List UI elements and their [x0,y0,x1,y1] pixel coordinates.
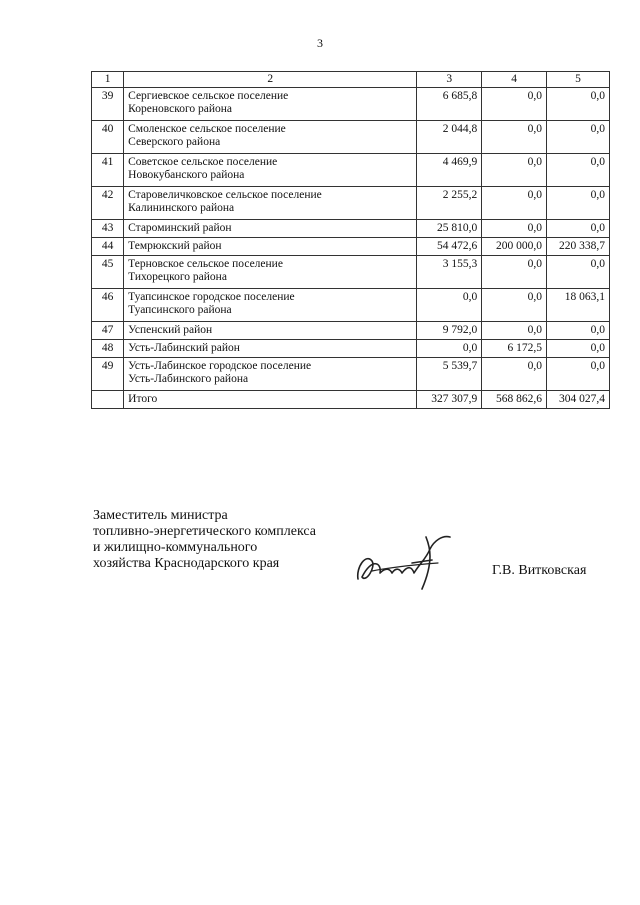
row-number: 46 [92,289,124,322]
header-col-2: 2 [124,72,417,88]
row-name [124,121,417,154]
row-value-col-3: 2 044,8 [417,121,482,154]
row-value-col-4: 0,0 [482,322,547,340]
row-name-line: Северского района [128,136,221,148]
row-name-line: Советское сельское поселение [128,156,278,168]
row-value-col-4: 0,0 [482,358,547,391]
signatory-title-line: Заместитель министра [93,508,228,523]
row-value-col-3: 3 155,3 [417,256,482,289]
total-row [92,391,610,409]
row-value-col-5: 0,0 [547,187,610,220]
table-row [92,238,610,256]
row-name-line: Успенский район [128,324,213,336]
row-name [124,340,417,358]
row-number: 43 [92,220,124,238]
row-number: 44 [92,238,124,256]
row-name [124,256,417,289]
row-value-col-4: 0,0 [482,220,547,238]
total-value-col-3: 327 307,9 [417,391,482,409]
row-name-line: Кореновского района [128,103,233,115]
row-name-line: Усть-Лабинского района [128,373,249,385]
table-row [92,289,610,322]
header-col-5: 5 [547,72,610,88]
row-name-line: Сергиевское сельское поселение [128,90,289,102]
row-value-col-4: 0,0 [482,256,547,289]
signatory-title [93,508,316,572]
row-value-col-5: 0,0 [547,340,610,358]
row-value-col-3: 54 472,6 [417,238,482,256]
row-name [124,289,417,322]
row-value-col-5: 0,0 [547,256,610,289]
handwritten-signature [352,527,462,597]
table-row [92,220,610,238]
row-name-line: Туапсинского района [128,304,232,316]
row-value-col-4: 0,0 [482,88,547,121]
row-value-col-3: 5 539,7 [417,358,482,391]
table-row [92,358,610,391]
table-row [92,154,610,187]
table-row [92,340,610,358]
page-number: 3 [317,36,323,50]
row-value-col-4: 0,0 [482,154,547,187]
row-name-line: Новокубанского района [128,169,245,181]
row-value-col-5: 220 338,7 [547,238,610,256]
row-value-col-3: 0,0 [417,289,482,322]
row-number: 47 [92,322,124,340]
table-row [92,256,610,289]
table-row [92,121,610,154]
total-value-col-4: 568 862,6 [482,391,547,409]
row-value-col-4: 6 172,5 [482,340,547,358]
row-number: 45 [92,256,124,289]
row-value-col-3: 9 792,0 [417,322,482,340]
signatory-title-line: хозяйства Краснодарского края [93,556,280,571]
header-col-4: 4 [482,72,547,88]
row-name [124,220,417,238]
row-name [124,187,417,220]
row-value-col-5: 0,0 [547,121,610,154]
row-value-col-5: 18 063,1 [547,289,610,322]
row-name-line: Старовеличковское сельское поселение [128,189,322,201]
row-value-col-3: 6 685,8 [417,88,482,121]
row-value-col-4: 0,0 [482,121,547,154]
row-name-line: Смоленское сельское поселение [128,123,286,135]
row-value-col-3: 0,0 [417,340,482,358]
row-number: 42 [92,187,124,220]
row-value-col-5: 0,0 [547,358,610,391]
table-header-row [92,72,610,88]
row-value-col-5: 0,0 [547,322,610,340]
total-number-cell [92,391,124,409]
row-number: 41 [92,154,124,187]
row-name-line: Усть-Лабинский район [128,342,240,354]
header-col-3: 3 [417,72,482,88]
row-number: 40 [92,121,124,154]
row-number: 48 [92,340,124,358]
table-row [92,88,610,121]
row-value-col-5: 0,0 [547,220,610,238]
row-value-col-5: 0,0 [547,88,610,121]
row-name [124,322,417,340]
row-value-col-4: 0,0 [482,289,547,322]
row-value-col-3: 2 255,2 [417,187,482,220]
row-name [124,154,417,187]
header-col-1: 1 [92,72,124,88]
table-row [92,322,610,340]
row-value-col-3: 25 810,0 [417,220,482,238]
row-value-col-5: 0,0 [547,154,610,187]
signatory-title-line: и жилищно-коммунального [93,540,258,555]
signatory-title-line: топливно-энергетического комплекса [93,524,316,539]
row-name [124,88,417,121]
row-name [124,358,417,391]
table-row [92,187,610,220]
data-table [91,71,610,409]
total-value-col-5: 304 027,4 [547,391,610,409]
row-number: 49 [92,358,124,391]
total-label: Итого [124,391,417,409]
row-name-line: Темрюкский район [128,240,222,252]
row-name-line: Тихорецкого района [128,271,227,283]
row-value-col-3: 4 469,9 [417,154,482,187]
row-number: 39 [92,88,124,121]
row-name [124,238,417,256]
row-value-col-4: 0,0 [482,187,547,220]
row-name-line: Туапсинское городское поселение [128,291,295,303]
row-name-line: Усть-Лабинское городское поселение [128,360,312,372]
row-name-line: Калининского района [128,202,235,214]
signer-name: Г.В. Витковская [492,563,587,578]
row-value-col-4: 200 000,0 [482,238,547,256]
row-name-line: Староминский район [128,222,232,234]
row-name-line: Терновское сельское поселение [128,258,283,270]
